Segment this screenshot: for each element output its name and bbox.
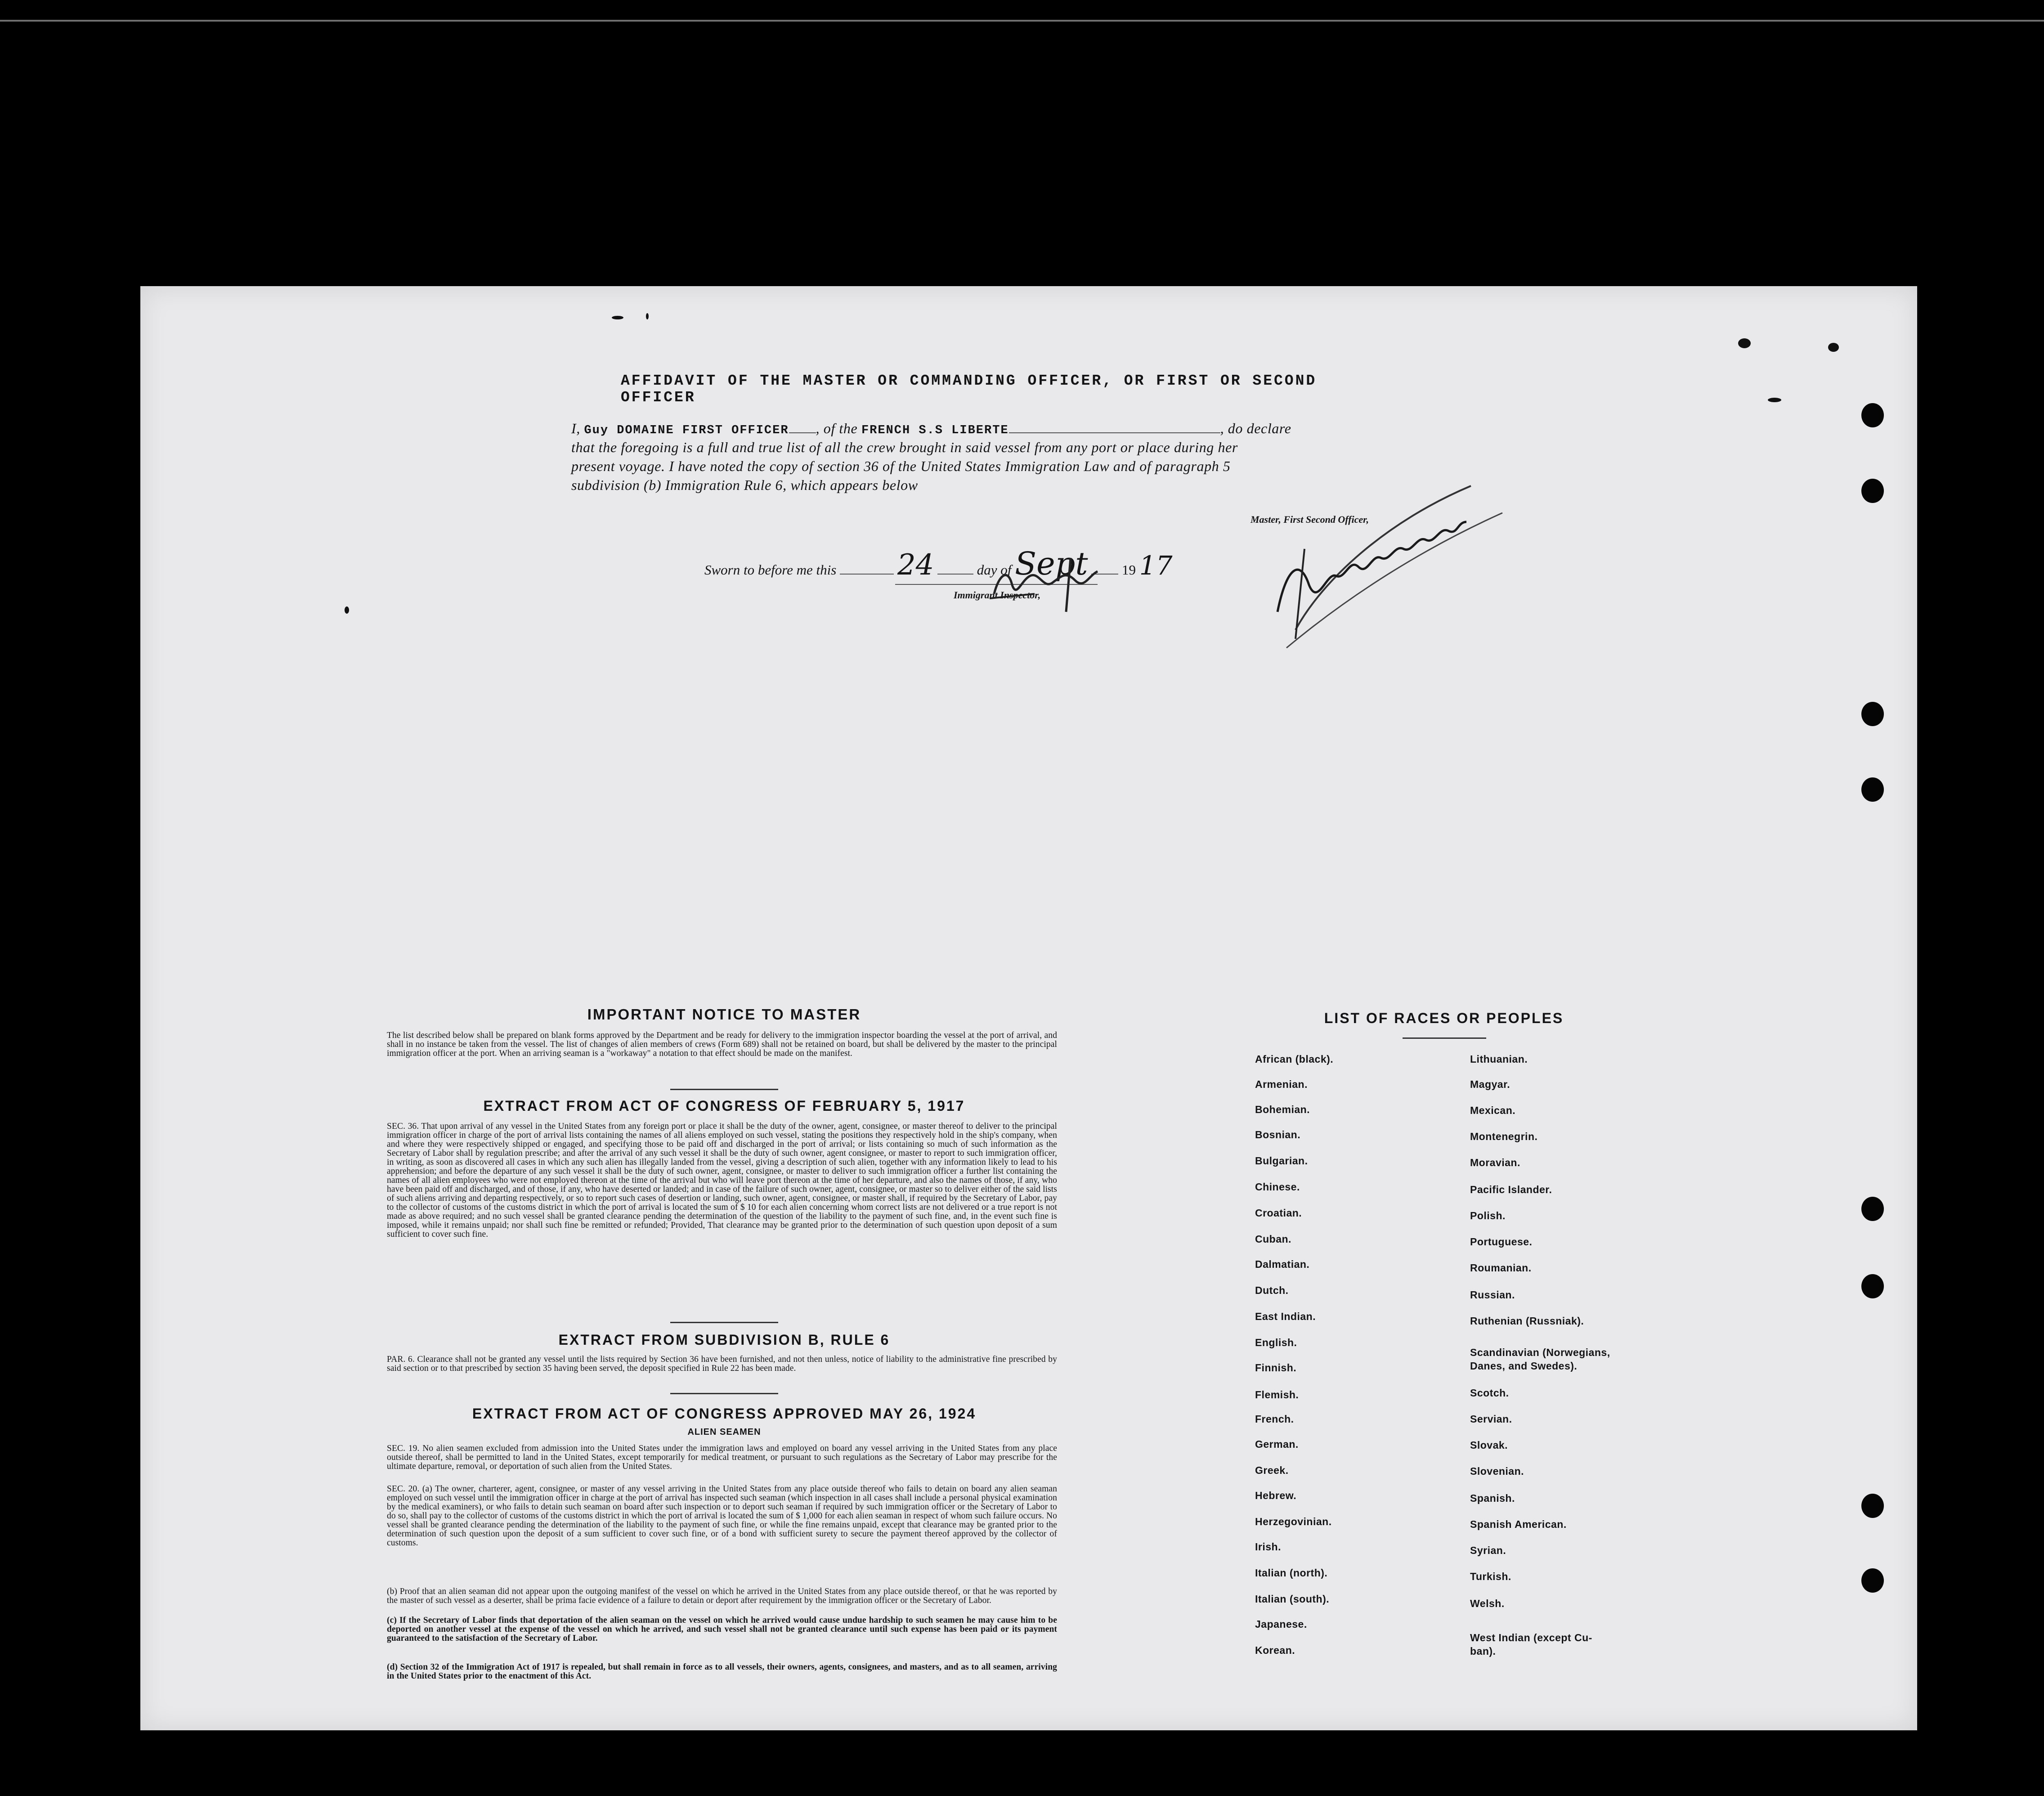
race-item: Italian (south).	[1255, 1593, 1330, 1605]
paper-speck	[1768, 398, 1781, 402]
binder-hole	[1861, 1197, 1884, 1221]
race-item: Magyar.	[1470, 1078, 1511, 1090]
race-item: Korean.	[1255, 1644, 1295, 1656]
sworn-year-suffix-handwritten: 17	[1139, 550, 1173, 581]
sworn-day-label: day of	[977, 562, 1012, 578]
binder-hole	[1861, 1274, 1884, 1298]
race-item: East Indian.	[1255, 1311, 1316, 1322]
sworn-prefix: Sworn to before me this	[704, 562, 837, 578]
notice-text: The list described below shall be prepared on blank forms approved by the Department and be ready for delivery to the immigration inspector boarding the vessel at the port of arrival, and shall in no instance be taken from the vessel. The list of changes of alien members of crews (Form 689) shall not be retained on board, but shall be delivered by the master to the principal immigration officer at the port. When an arriving seaman is a "workaway" a notation to that effect should be made on the manifest.	[387, 1031, 1057, 1058]
paper-speck	[612, 316, 623, 319]
race-item: Armenian.	[1255, 1078, 1308, 1090]
binder-hole	[1861, 777, 1884, 802]
section-divider	[670, 1322, 778, 1323]
race-item: Scotch.	[1470, 1387, 1509, 1399]
affidavit-declaration-line	[571, 420, 1291, 437]
sworn-month-handwritten: Sept	[1015, 545, 1088, 582]
race-item: Slovak.	[1470, 1439, 1508, 1451]
race-item: Bohemian.	[1255, 1104, 1310, 1115]
race-item: Bulgarian.	[1255, 1155, 1308, 1167]
paper-speck	[646, 313, 649, 319]
race-item: Croatian.	[1255, 1207, 1302, 1219]
binder-hole	[1861, 702, 1884, 726]
race-item: Spanish.	[1470, 1492, 1515, 1504]
affidavit-line-2: that the foregoing is a full and true list of all the crew brought in said vessel from any port or place during her	[571, 439, 1238, 455]
race-item: Syrian.	[1470, 1545, 1506, 1556]
binder-hole	[1861, 403, 1884, 427]
extract-1924-subtitle: ALIEN SEAMEN	[687, 1427, 761, 1437]
paper-speck	[1828, 343, 1839, 352]
race-item: Lithuanian.	[1470, 1053, 1528, 1065]
extract-1924-title: EXTRACT FROM ACT OF CONGRESS APPROVED MAY 26, 1924	[472, 1405, 977, 1422]
race-item: Portuguese.	[1470, 1236, 1533, 1248]
race-item: Cuban.	[1255, 1233, 1291, 1245]
inspector-caption: Immigrant Inspector,	[954, 589, 1041, 601]
race-item: Russian.	[1470, 1289, 1515, 1301]
top-rule	[0, 20, 2044, 22]
sworn-day-handwritten: 24	[897, 548, 934, 582]
race-item: Dalmatian.	[1255, 1258, 1310, 1270]
race-item: Chinese.	[1255, 1181, 1300, 1193]
officer-signature	[1269, 468, 1520, 661]
race-item: Finnish.	[1255, 1362, 1297, 1374]
extract-rule6-title: EXTRACT FROM SUBDIVISION B, RULE 6	[558, 1332, 890, 1348]
race-item: Mexican.	[1470, 1105, 1516, 1116]
extract-1924-sec20b: (b) Proof that an alien seaman did not appear upon the outgoing manifest of the vessel on which he arrived in the United States from any place outside thereof, or that he was reported by the master of such vessel as a deserter, shall be prima facie evidence of a failure to detain or deport after requirement by the immigration officer or the Secretary of Labor.	[387, 1587, 1057, 1605]
extract-1917-text: SEC. 36. That upon arrival of any vessel in the United States from any foreign port or place it shall be the duty of the owner, agent, consignee, or master thereof to deliver to the principal immigration officer in charge of the port of arrival lists containing the names of all aliens employed on such vessel, stating the positions they respectively hold in the ship's company, when and where they were respectively shipped or engaged, and specifying those to be paid off and discharged in the port of arrival; or lists containing so much of such information as the Secretary of Labor shall by regulation prescribe; and after the arrival of any such vessel it shall be the duty of such owner, agent consignee, or master to report to such immigration officer, in writing, as soon as discovered all cases in which any such alien has illegally landed from the vessel, giving a description of such alien, together with any information likely to lead to his apprehension; and before the departure of any such vessel it shall be the duty of such owner, agent, consignee, or master to deliver to such immigration officer a further list containing the names of all alien employees who were not employed thereon at the time of the arrival but who will leave port thereon at the time of her departure, and also the names of those, if any, who have been paid off and discharged, and of those, if any, who have deserted or landed; and in case of the failure of such owner, agent, consignee, or master so to deliver either of the said lists of such aliens arriving and departing respectively, or so to report such cases of desertion or landing, such owner, agent, consignee, or master shall, if required by the Secretary of Labor, pay to the collector of customs of the customs district in which the port of arrival is located the sum of $ 10 for each alien concerning whom correct lists are not delivered or a true report is not made as above required; and no such vessel shall be granted clearance pending the determination of the question of the liability to the payment of such fine, and, in the event such fine is imposed, while it remains unpaid; nor shall such fine be remitted or refunded; Provided, That clearance may be granted prior to the determination of such question upon deposit of a sum sufficient to cover such fine.	[387, 1122, 1057, 1239]
race-item: Ruthenian (Russniak).	[1470, 1315, 1584, 1327]
race-item: African (black).	[1255, 1053, 1334, 1065]
extract-rule6-text: PAR. 6. Clearance shall not be granted any vessel until the lists required by Section 36 have been furnished, and not then unless, notice of liability to the administrative fine prescribed by said section or to that prescribed by section 35 having been served, the deposit specified in Rule 22 has been made.	[387, 1355, 1057, 1373]
race-item: ban).	[1470, 1645, 1496, 1657]
affidavit-suffix: , do declare	[1220, 420, 1291, 436]
race-item: Polish.	[1470, 1210, 1506, 1221]
affidavit-prefix: I,	[571, 420, 580, 436]
affidavit-line-4: subdivision (b) Immigration Rule 6, which appears below	[571, 477, 918, 493]
race-item: Montenegrin.	[1470, 1131, 1538, 1142]
extract-1917-title: EXTRACT FROM ACT OF CONGRESS OF FEBRUARY 5, 1917	[483, 1098, 965, 1114]
extract-1924-sec19: SEC. 19. No alien seamen excluded from admission into the United States under the immigration laws and employed on board any vessel arriving in the United States from any place outside thereof, shall be permitted to land in the United States, except temporarily for medical treatment, or pursuant to such regulations as the Secretary of Labor may prescribe for the ultimate departure, removal, or deportation of such alien from the United States.	[387, 1444, 1057, 1471]
notice-title: IMPORTANT NOTICE TO MASTER	[587, 1006, 861, 1023]
race-item: Dutch.	[1255, 1284, 1289, 1296]
race-item: Herzegovinian.	[1255, 1516, 1332, 1527]
extract-1924-sec20c: (c) If the Secretary of Labor finds that deportation of the alien seaman on the vessel on which he arrived would cause undue hardship to such seamen he may cause him to be deported on another vessel at the expense of the vessel on which he arrived, and such vessel shall not be granted clearance until such expense has been paid or its payment guaranteed to the satisfaction of the Secretary of Labor.	[387, 1616, 1057, 1643]
sworn-year-prefix: 19	[1121, 562, 1136, 578]
affidavit-line-3: present voyage. I have noted the copy of section 36 of the United States Immigration Law and of paragraph 5	[571, 458, 1231, 474]
officer-caption: Master, First Second Officer,	[1251, 514, 1369, 525]
affidavit-mid: , of the	[816, 420, 858, 436]
race-item: Scandinavian (Norwegians,	[1470, 1347, 1610, 1358]
fill-line	[840, 563, 894, 575]
section-divider	[670, 1393, 778, 1394]
race-item: Italian (north).	[1255, 1567, 1328, 1579]
extract-1924-sec20d: (d) Section 32 of the Immigration Act of 1917 is repealed, but shall remain in force as to all vessels, their owners, agents, consignees, and masters, and as to all seamen, arriving in the United States prior to the enactment of this Act.	[387, 1662, 1057, 1681]
race-item: Pacific Islander.	[1470, 1184, 1552, 1195]
race-item: Turkish.	[1470, 1571, 1511, 1582]
races-title: LIST OF RACES OR PEOPLES	[1324, 1010, 1564, 1026]
vessel-name-field: FRENCH S.S LIBERTE	[861, 424, 1009, 437]
race-item: Hebrew.	[1255, 1490, 1297, 1501]
binder-hole	[1861, 1494, 1884, 1518]
extract-1924-sec20a: SEC. 20. (a) The owner, charterer, agent, consignee, or master of any vessel arriving in the United States from any place outside thereof who fails to detain on board any alien seaman employed on such vessel until the immigration officer in charge at the port of arrival has inspected such seaman (which inspection in all cases shall include a personal physical examination by the medical examiners), or who fails to detain such seaman on board after such inspection or to deport such seaman if required by such immigration officer or the Secretary of Labor to do so, shall pay to the collector of customs of the customs district in which the port of arrival is located the sum of $ 1,000 for each alien seaman in respect of whom such failure occurs. No vessel shall be granted clearance pending the determination of the liability to the payment of such fine, or while the fine remains unpaid, except that clearance may be granted prior to the determination of such question upon the deposit of a sum sufficient to cover such fine, or of a bond with sufficient surety to secure the payment thereof approved by the collector of customs.	[387, 1484, 1057, 1548]
paper-speck	[345, 606, 349, 614]
binder-hole	[1861, 1568, 1884, 1593]
race-item: English.	[1255, 1337, 1297, 1348]
race-item: French.	[1255, 1413, 1294, 1425]
race-item: Japanese.	[1255, 1618, 1307, 1630]
race-item: Servian.	[1470, 1413, 1512, 1425]
race-item: Danes, and Swedes).	[1470, 1360, 1578, 1372]
race-item: Slovenian.	[1470, 1465, 1524, 1477]
race-item: German.	[1255, 1438, 1299, 1450]
section-divider	[670, 1089, 778, 1090]
binder-hole	[1861, 479, 1884, 503]
fill-line	[937, 563, 973, 575]
officer-name-field: Guy DOMAINE FIRST OFFICER	[584, 424, 789, 437]
fill-line	[789, 422, 816, 433]
fill-line	[1009, 422, 1220, 433]
race-item: Irish.	[1255, 1541, 1281, 1553]
races-title-underline	[1403, 1037, 1486, 1039]
race-item: Welsh.	[1470, 1598, 1505, 1609]
race-item: West Indian (except Cu-	[1470, 1632, 1592, 1643]
inspector-signature	[981, 540, 1134, 616]
race-item: Flemish.	[1255, 1389, 1299, 1401]
race-item: Greek.	[1255, 1464, 1289, 1476]
paper-speck	[1738, 338, 1751, 348]
race-item: Roumanian.	[1470, 1262, 1532, 1274]
race-item: Bosnian.	[1255, 1129, 1301, 1140]
race-item: Spanish American.	[1470, 1518, 1567, 1530]
race-item: Moravian.	[1470, 1157, 1520, 1168]
affidavit-title: AFFIDAVIT OF THE MASTER OR COMMANDING OFFICER, OR FIRST OR SECOND OFFICER	[621, 373, 1317, 406]
